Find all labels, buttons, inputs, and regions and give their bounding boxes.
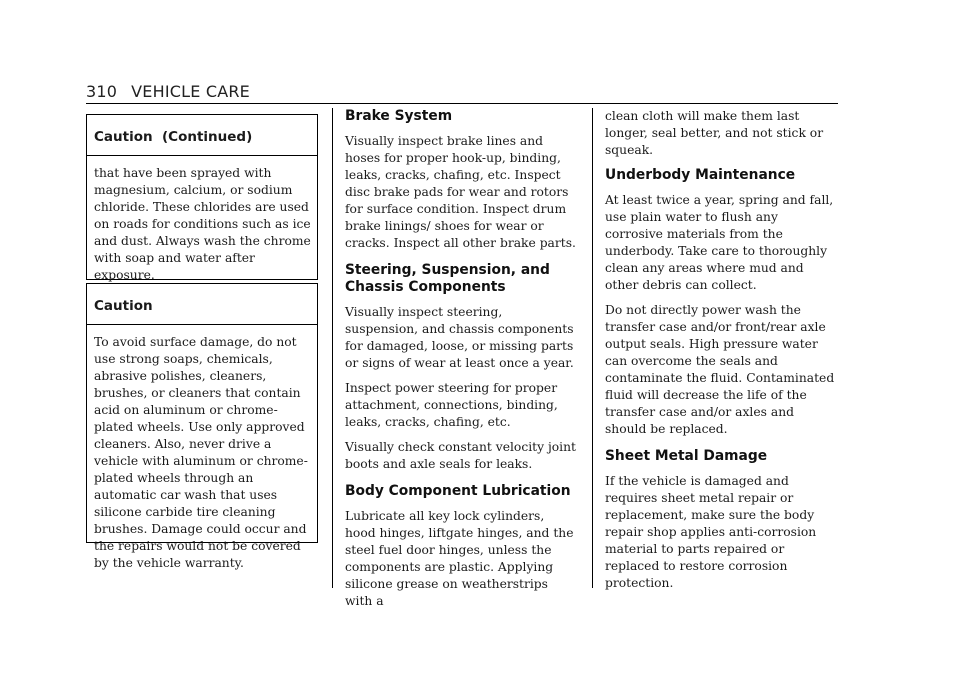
column-divider-1	[332, 108, 333, 588]
section-sheet-metal	[605, 448, 838, 592]
section-heading: Underbody Maintenance	[605, 167, 796, 183]
caution-title: Caution (Continued)	[87, 115, 317, 156]
paragraph: Do not directly power wash the transfer case and/or front/rear axle output seals. High pressure water can overcome the seals and contaminate the fluid. Contaminated fluid will decrease the life of the transfer case and/or axles and should be replaced.	[605, 303, 835, 436]
section-underbody	[605, 167, 838, 438]
page-number: 310	[86, 82, 118, 101]
paragraph: Inspect power steering for proper attachment, connections, binding, leaks, cracks, chafing, etc.	[345, 381, 558, 429]
section-lubrication	[345, 483, 577, 610]
paragraph: Visually inspect steering, suspension, and chassis components for damaged, loose, or missing parts or signs of wear at least once a year.	[345, 305, 574, 370]
section-steering	[345, 262, 577, 473]
section-brake-system	[345, 108, 577, 252]
paragraph: Visually check constant velocity joint boots and axle seals for leaks.	[345, 440, 576, 471]
section-title: VEHICLE CARE	[131, 82, 250, 101]
section-heading: Steering, Suspension, and Chassis Components	[345, 262, 550, 295]
caution-body: that have been sprayed with magnesium, calcium, or sodium chloride. These chlorides are used on roads for conditions such as ice and dust. Always wash the chrome with soap and water after exposure.	[94, 166, 311, 282]
section-heading: Sheet Metal Damage	[605, 448, 768, 464]
paragraph: If the vehicle is damaged and requires sheet metal repair or replacement, make sure the body repair shop applies anti-corrosion material to parts repaired or replaced to restore corrosion protection.	[605, 474, 817, 590]
paragraph: Lubricate all key lock cylinders, hood hinges, liftgate hinges, and the steel fuel door hinges, unless the components are plastic. Applying silicone grease on weatherstrips with a	[345, 509, 574, 608]
caution-body: To avoid surface damage, do not use strong soaps, chemicals, abrasive polishes, cleaners, brushes, or cleaners that contain acid on aluminum or chrome-plated wheels. Use only approved cleaners. Also, never drive a vehicle with aluminum or chrome-plated wheels through an automatic car wash that uses silicone carbide tire cleaning brushes. Damage could occur and the repairs would not be covered by the vehicle warranty.	[94, 335, 308, 570]
caution-box	[86, 283, 318, 570]
paragraph-continued: clean cloth will make them last longer, seal better, and not stick or squeak.	[605, 109, 824, 157]
paragraph: At least twice a year, spring and fall, use plain water to flush any corrosive materials from the underbody. Take care to thoroughly clean any areas where mud and other debris can collect.	[605, 193, 834, 292]
header-rule	[86, 103, 838, 104]
caution-box-continued	[86, 114, 318, 280]
section-heading: Body Component Lubrication	[345, 483, 571, 499]
caution-title: Caution	[87, 284, 317, 325]
column-2	[345, 108, 577, 620]
section-heading: Brake System	[345, 108, 453, 124]
column-3	[605, 108, 838, 602]
page-header	[86, 82, 250, 101]
paragraph: Visually inspect brake lines and hoses for proper hook-up, binding, leaks, cracks, chafing, etc. Inspect disc brake pads for wear and rotors for surface condition. Inspect drum brake linings/ shoes for wear or cracks. Inspect all other brake parts.	[345, 134, 576, 250]
column-divider-2	[592, 108, 593, 588]
